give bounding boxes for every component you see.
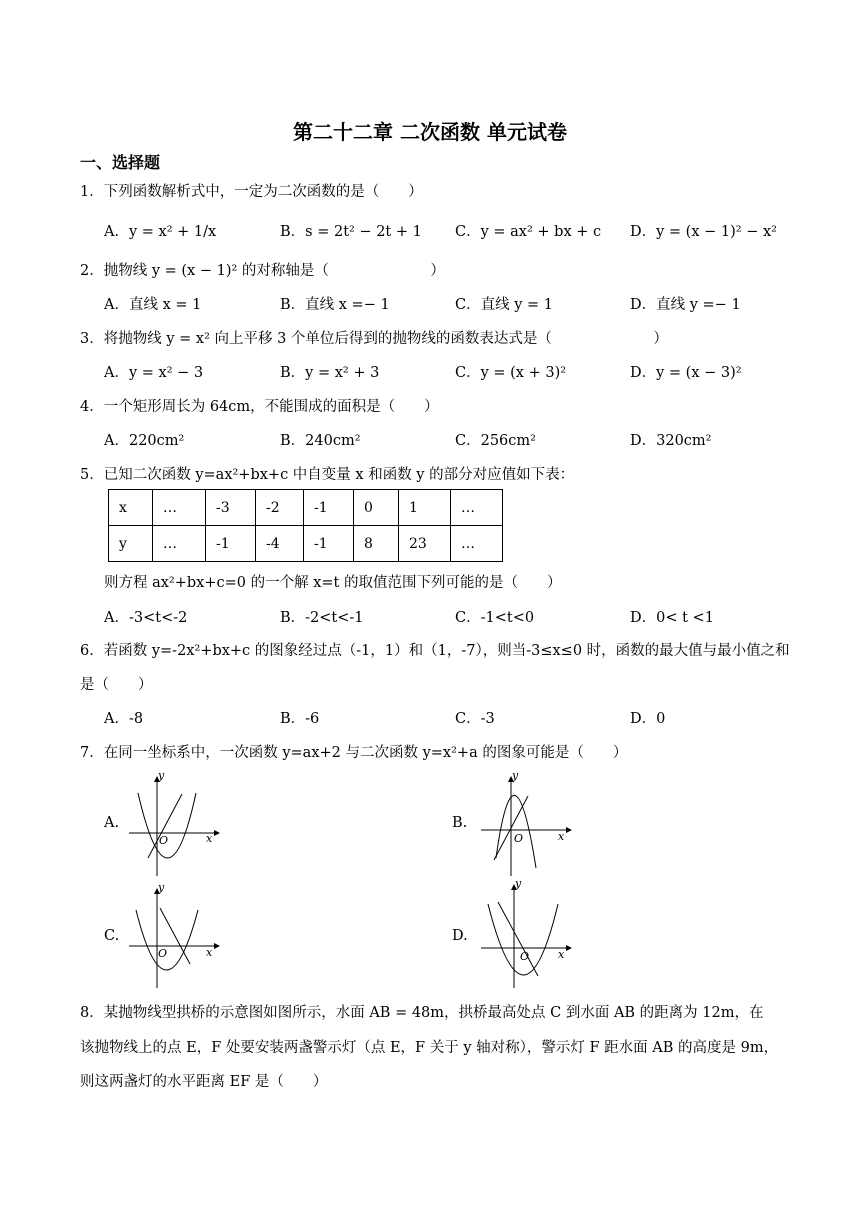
origin-label: O	[514, 832, 524, 845]
q7-option-d: D.	[452, 928, 468, 944]
q3-option-b: B．y = x² + 3	[280, 365, 380, 381]
question-2-stem: 2．抛物线 y = (x − 1)² 的对称轴是（ ）	[80, 263, 445, 279]
table-cell: 8	[354, 526, 399, 562]
q6-option-b: B．-6	[280, 711, 320, 727]
table-cell: -4	[256, 526, 304, 562]
q4-option-d: D．320cm²	[630, 433, 712, 449]
axis-label-y: y	[515, 877, 522, 890]
q1-option-a: A．y = x² + 1/x	[104, 224, 217, 240]
q5-option-a: A．-3<t<-2	[104, 610, 188, 626]
q4-option-a: A．220cm²	[104, 433, 185, 449]
q5-option-b: B．-2<t<-1	[280, 610, 364, 626]
q1-option-c: C．y = ax² + bx + c	[455, 224, 602, 240]
q4-option-c: C．256cm²	[455, 433, 536, 449]
question-6-stem: 6．若函数 y=-2x²+bx+c 的图象经过点（-1，1）和（1，-7），则当-3≤x≤0 时，函数的最大值与最小值之和	[80, 643, 790, 659]
table-cell: x	[109, 490, 153, 526]
section-heading: 一、选择题	[80, 153, 161, 172]
table-cell: 23	[399, 526, 451, 562]
table-cell: -3	[206, 490, 256, 526]
table-cell: -1	[304, 526, 354, 562]
table-cell: 1	[399, 490, 451, 526]
q7-graph-d	[476, 876, 576, 991]
table-cell: 0	[354, 490, 399, 526]
table-cell: …	[153, 526, 206, 562]
question-7-stem: 7．在同一坐标系中，一次函数 y=ax+2 与二次函数 y=x²+a 的图象可能是（ ）	[80, 745, 628, 761]
q2-option-c: C．直线 y = 1	[455, 297, 553, 313]
q6-option-c: C．-3	[455, 711, 495, 727]
q6-option-d: D．0	[630, 711, 666, 727]
table-cell: y	[109, 526, 153, 562]
q7-graph-b	[476, 768, 576, 878]
question-6-stem-cont: 是（ ）	[80, 677, 153, 693]
origin-label: O	[158, 947, 168, 960]
q7-option-a: A.	[104, 815, 120, 831]
table-cell: -1	[304, 490, 354, 526]
question-4-stem: 4．一个矩形周长为 64cm，不能围成的面积是（ ）	[80, 399, 439, 415]
q5-option-c: C．-1<t<0	[455, 610, 535, 626]
axis-label-x: x	[206, 946, 213, 959]
q7-option-c: C.	[104, 928, 120, 944]
axis-label-x: x	[206, 832, 213, 845]
q1-option-d: D．y = (x − 1)² − x²	[630, 224, 777, 240]
q7-graph-c	[124, 880, 224, 990]
axis-label-y: y	[512, 769, 519, 782]
question-3-stem: 3．将抛物线 y = x² 向上平移 3 个单位后得到的抛物线的函数表达式是（ ）	[80, 331, 668, 347]
q4-option-b: B．240cm²	[280, 433, 361, 449]
question-1-stem: 1．下列函数解析式中，一定为二次函数的是（ ）	[80, 184, 423, 200]
page-title: 第二十二章 二次函数 单元试卷	[293, 120, 567, 144]
table-cell: …	[451, 490, 503, 526]
origin-label: O	[159, 834, 169, 847]
table-row	[109, 490, 503, 526]
question-5-stem: 5．已知二次函数 y=ax²+bx+c 中自变量 x 和函数 y 的部分对应值如下表：	[80, 467, 575, 483]
q3-option-a: A．y = x² − 3	[104, 365, 204, 381]
q2-option-d: D．直线 y =− 1	[630, 297, 741, 313]
q7-graph-a	[124, 768, 224, 878]
q5-option-d: D．0< t <1	[630, 610, 714, 626]
question-8-stem-cont: 该抛物线上的点 E，F 处要安装两盏警示灯（点 E，F 关于 y 轴对称），警示灯 F 距水面 AB 的高度是 9m，	[80, 1040, 779, 1056]
axis-label-y: y	[158, 769, 165, 782]
origin-label: O	[520, 950, 530, 963]
table-cell: …	[451, 526, 503, 562]
axis-label-x: x	[558, 830, 565, 843]
value-table	[108, 489, 503, 562]
q7-option-b: B.	[452, 815, 468, 831]
table-cell: -1	[206, 526, 256, 562]
table-cell: -2	[256, 490, 304, 526]
question-8-stem-cont-2: 则这两盏灯的水平距离 EF 是（ ）	[80, 1074, 328, 1090]
axis-label-y: y	[158, 881, 165, 894]
q3-option-c: C．y = (x + 3)²	[455, 365, 567, 381]
question-8-stem: 8．某抛物线型拱桥的示意图如图所示，水面 AB = 48m，拱桥最高处点 C 到水面 AB 的距离为 12m，在	[80, 1005, 764, 1021]
q6-option-a: A．-8	[104, 711, 144, 727]
axis-label-x: x	[558, 948, 565, 961]
q1-option-b: B．s = 2t² − 2t + 1	[280, 224, 422, 240]
question-5-followup: 则方程 ax²+bx+c=0 的一个解 x=t 的取值范围下列可能的是（ ）	[104, 575, 562, 591]
q3-option-d: D．y = (x − 3)²	[630, 365, 742, 381]
q2-option-a: A．直线 x = 1	[104, 297, 202, 313]
table-row	[109, 526, 503, 562]
q2-option-b: B．直线 x =− 1	[280, 297, 390, 313]
table-cell: …	[153, 490, 206, 526]
